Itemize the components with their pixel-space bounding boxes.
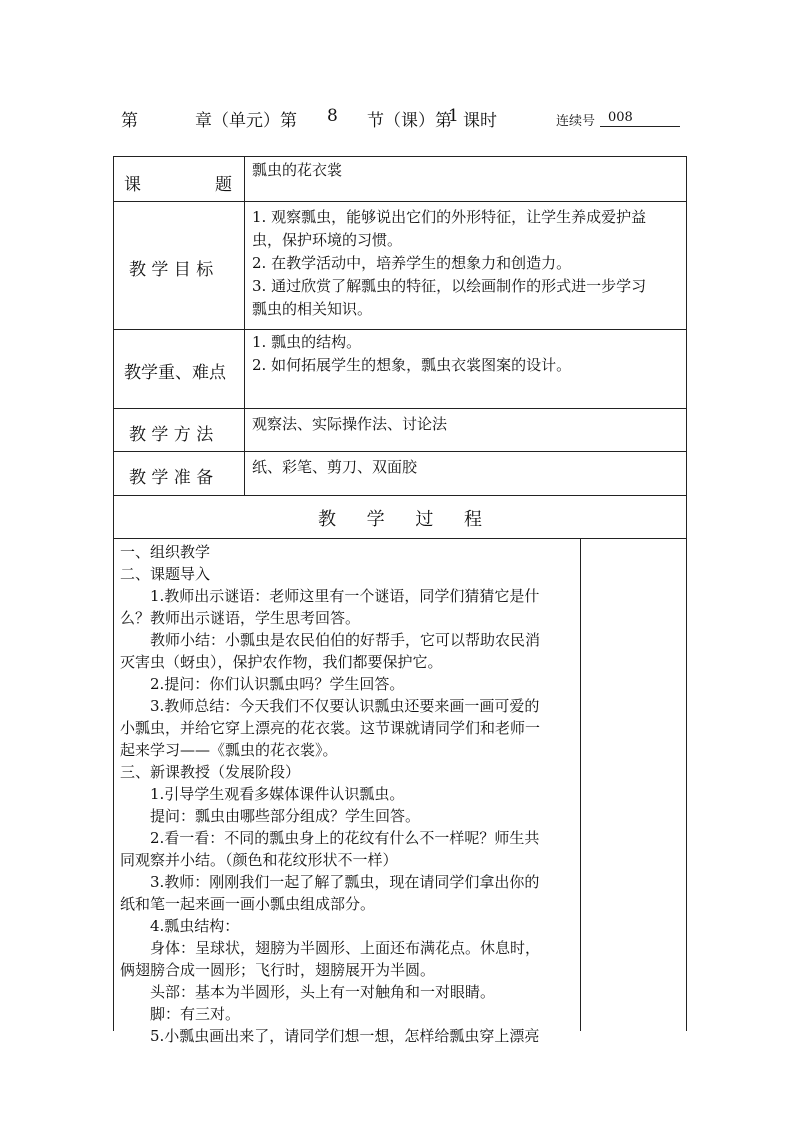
methods-value: 观察法、实际操作法、讨论法	[252, 415, 448, 433]
process-line: 一、组织教学	[120, 543, 211, 561]
header-chapter-prefix: 第	[121, 111, 138, 131]
process-line: 二、课题导入	[120, 565, 211, 583]
process-line: 3.教师总结：今天我们不仅要认识瓢虫还要来画一画可爱的	[150, 697, 540, 715]
process-line: 同观察并小结。（颜色和花纹形状不一样）	[120, 851, 398, 869]
key-points-text: 1. 瓢虫的结构。 2. 如何拓展学生的想象，瓢虫衣裳图案的设计。	[252, 333, 572, 374]
process-line: 么？教师出示谜语，学生思考回答。	[120, 609, 361, 627]
row-divider	[113, 538, 687, 539]
header-chapter-suffix: 章（单元）第	[195, 111, 297, 131]
row-divider	[113, 408, 687, 409]
topic-value: 瓢虫的花衣裳	[252, 161, 343, 179]
process-line: 5.小瓢虫画出来了，请同学们想一想，怎样给瓢虫穿上漂亮	[150, 1027, 540, 1045]
preparation-value: 纸、彩笔、剪刀、双面胶	[252, 458, 418, 476]
objectives-label: 教 学 目 标	[129, 260, 214, 280]
process-line: 脚：有三对。	[150, 1005, 241, 1023]
row-divider	[113, 329, 687, 330]
process-line: 1.引导学生观看多媒体课件认识瓢虫。	[150, 785, 405, 803]
process-line: 头部：基本为半圆形，头上有一对触角和一对眼睛。	[150, 983, 496, 1001]
header-period-number: 1	[448, 106, 459, 126]
row-divider	[113, 201, 687, 202]
table-border-left	[113, 156, 114, 1031]
process-title: 教 学 过 程	[318, 509, 482, 530]
process-line: 教师小结：小瓢虫是农民伯伯的好帮手，它可以帮助农民消	[150, 631, 541, 649]
header-serial-value: 008	[608, 110, 633, 125]
process-line: 2.看一看：不同的瓢虫身上的花纹有什么不一样呢？师生共	[150, 829, 540, 847]
table-border-top	[113, 156, 687, 157]
process-line: 1.教师出示谜语：老师这里有一个谜语，同学们猜猜它是什	[150, 587, 540, 605]
process-column-divider	[580, 538, 581, 1031]
process-line: 起来学习——《瓢虫的花衣裳》。	[120, 741, 338, 759]
process-line: 纸和笔一起来画一画小瓢虫组成部分。	[120, 895, 376, 913]
preparation-label: 教 学 准 备	[129, 468, 214, 488]
key-points-label: 教学重、难点	[124, 363, 226, 383]
process-line: 三、新课教授（发展阶段）	[120, 763, 301, 781]
process-line: 俩翅膀合成一圆形；飞行时，翅膀展开为半圆。	[120, 961, 436, 979]
table-border-right	[686, 156, 687, 1031]
process-line: 2.提问：你们认识瓢虫吗？学生回答。	[150, 675, 405, 693]
process-line: 小瓢虫，并给它穿上漂亮的花衣裳。这节课就请同学们和老师一	[120, 719, 541, 737]
row-divider	[113, 451, 687, 452]
objectives-text: 1. 观察瓢虫，能够说出它们的外形特征，让学生养成爱护益 虫，保护环境的习惯。 2. 在教学活动中，培养学生的想象力和创造力。 3. 通过欣赏了解瓢虫的特征，以绘画制作的形式进一步学习 瓢虫的相关知识。	[252, 208, 647, 318]
topic-label: 课 题	[124, 175, 232, 195]
header-section-number: 8	[327, 106, 338, 126]
header-period-suffix: 课时	[463, 111, 497, 131]
header-section-suffix: 节（课）第	[367, 111, 452, 131]
row-divider	[113, 495, 687, 496]
process-line: 3.教师：刚刚我们一起了解了瓢虫，现在请同学们拿出你的	[150, 873, 540, 891]
process-line: 4.瓢虫结构：	[150, 917, 240, 935]
header-serial-label: 连续号	[556, 114, 596, 129]
serial-underline	[600, 126, 680, 127]
methods-label: 教 学 方 法	[129, 425, 214, 445]
process-line: 身体：呈球状，翅膀为半圆形、上面还布满花点。休息时，	[150, 939, 541, 957]
process-line: 提问：瓢虫由哪些部分组成？学生回答。	[150, 807, 421, 825]
process-line: 灭害虫（蚜虫），保护农作物，我们都要保护它。	[120, 653, 443, 671]
label-column-divider	[244, 156, 245, 495]
